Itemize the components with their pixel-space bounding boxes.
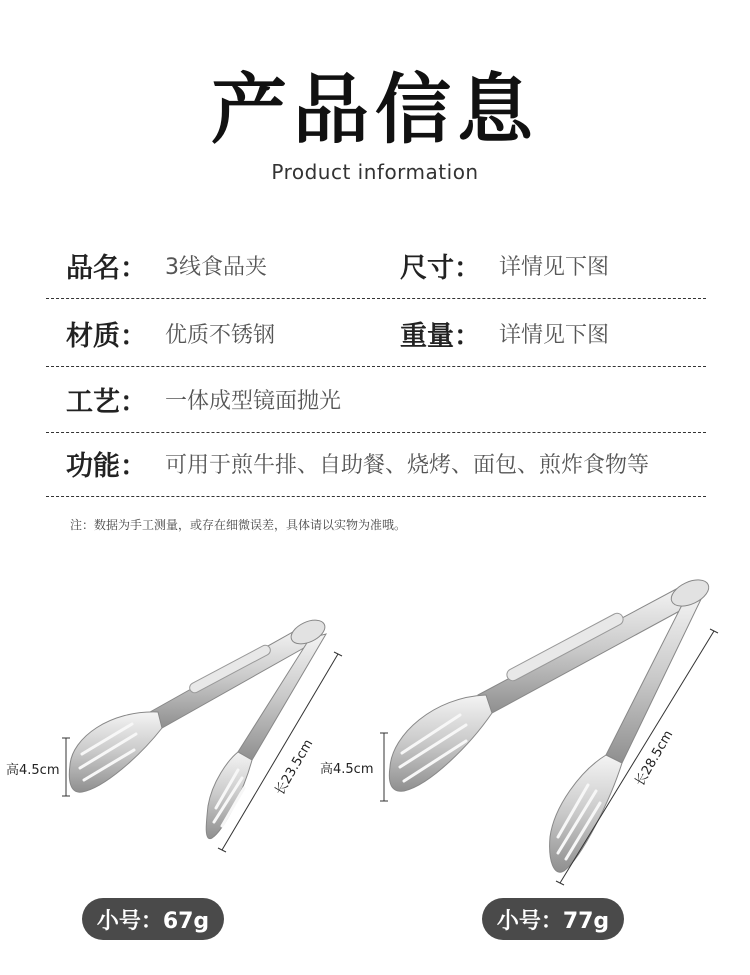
spec-weight	[400, 300, 609, 366]
spec-row-function	[46, 430, 706, 497]
spec-row-craft	[46, 366, 706, 433]
spec-name	[66, 232, 267, 298]
length-label: 长23.5cm	[272, 737, 317, 798]
tong-image-small	[0, 610, 360, 860]
spec-label: 重量：	[400, 320, 481, 352]
weight-badge-large: 小号：77g	[482, 898, 624, 940]
spec-label: 材质：	[66, 320, 147, 352]
spec-label: 工艺：	[66, 386, 147, 418]
spec-material	[66, 300, 275, 366]
measurement-note: 注：数据为手工测量，或存在细微误差，具体请以实物为准哦。	[70, 518, 407, 532]
spec-craft	[66, 366, 341, 432]
page-subtitle: Product information	[271, 160, 479, 184]
weight-badge-small: 小号：67g	[82, 898, 224, 940]
spec-label: 品名：	[66, 252, 147, 284]
height-label: 高4.5cm	[6, 763, 60, 778]
spec-size	[400, 232, 609, 298]
spec-function	[66, 430, 649, 496]
spec-value: 一体成型镜面抛光	[165, 388, 342, 414]
page-title: 产品信息	[211, 65, 539, 154]
length-label: 长28.5cm	[632, 728, 677, 789]
height-label: 高4.5cm	[320, 762, 374, 777]
spec-value: 详情见下图	[499, 254, 610, 280]
spec-label: 功能：	[66, 450, 147, 482]
spec-value: 优质不锈钢	[165, 322, 276, 348]
spec-value: 3线食品夹	[165, 254, 267, 280]
spec-label: 尺寸：	[400, 252, 481, 284]
spec-row-name-size	[46, 232, 706, 299]
tong-image-large	[320, 575, 750, 885]
spec-value: 可用于煎牛排、自助餐、烧烤、面包、煎炸食物等	[165, 452, 650, 478]
spec-row-material-weight	[46, 300, 706, 367]
spec-value: 详情见下图	[499, 322, 610, 348]
